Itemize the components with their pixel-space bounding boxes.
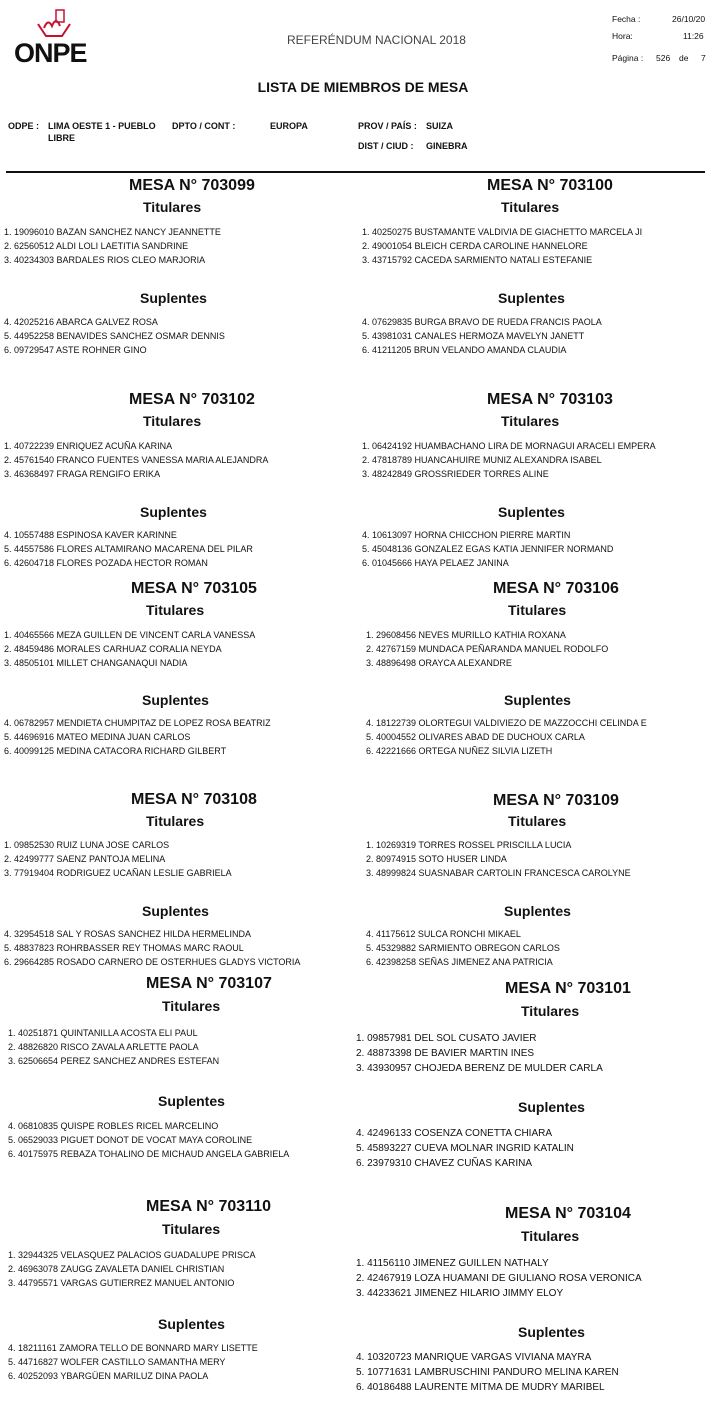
member-row: 6. 41211205 BRUN VELANDO AMANDA CLAUDIA	[362, 345, 567, 355]
hora-value: 11:26	[683, 31, 704, 41]
suplentes-heading: Suplentes	[140, 290, 207, 306]
odpe-label: ODPE :	[8, 121, 40, 131]
member-row: 4. 42025216 ABARCA GALVEZ ROSA	[4, 317, 158, 327]
member-row: 2. 47818789 HUANCAHUIRE MUNIZ ALEXANDRA ISABEL	[362, 455, 602, 465]
member-row: 5. 45048136 GONZALEZ EGAS KATIA JENNIFER NORMAND	[362, 544, 614, 554]
mesa-title: MESA N° 703105	[131, 580, 257, 597]
member-row: 3. 46368497 FRAGA RENGIFO ERIKA	[4, 469, 161, 479]
titulares-heading: Titulares	[146, 813, 205, 829]
mesa-title: MESA N° 703099	[129, 177, 255, 194]
titulares-heading: Titulares	[508, 602, 567, 618]
member-row: 6. 42221666 ORTEGA NUÑEZ SILVIA LIZETH	[366, 746, 553, 756]
fecha-value: 26/10/20	[672, 14, 706, 24]
member-row: 5. 44952258 BENAVIDES SANCHEZ OSMAR DENNIS	[4, 331, 225, 341]
member-row: 1. 06424192 HUAMBACHANO LIRA DE MORNAGUI ARACELI EMPERA	[362, 441, 656, 451]
member-row: 4. 32954518 SAL Y ROSAS SANCHEZ HILDA HERMELINDA	[4, 929, 251, 939]
member-row: 4. 07629835 BURGA BRAVO DE RUEDA FRANCIS PAOLA	[362, 317, 602, 327]
mesa-title: MESA N° 703100	[487, 177, 613, 194]
member-row: 3. 77919404 RODRIGUEZ UCAÑAN LESLIE GABRIELA	[4, 868, 232, 878]
member-row: 5. 48837823 ROHRBASSER REY THOMAS MARC RAOUL	[4, 943, 244, 953]
member-row: 6. 23979310 CHAVEZ CUÑAS KARINA	[356, 1158, 533, 1169]
member-row: 2. 42467919 LOZA HUAMANI DE GIULIANO ROSA VERONICA	[356, 1273, 642, 1284]
mesa-title: MESA N° 703107	[146, 975, 272, 992]
suplentes-heading: Suplentes	[498, 290, 565, 306]
member-row: 3. 48999824 SUASNABAR CARTOLIN FRANCESCA CAROLYNE	[366, 868, 631, 878]
prov-value: SUIZA	[426, 121, 453, 131]
suplentes-heading: Suplentes	[518, 1099, 585, 1115]
member-row: 2. 48826820 RISCO ZAVALA ARLETTE PAOLA	[8, 1042, 199, 1052]
member-row: 5. 45329882 SARMIENTO OBREGON CARLOS	[366, 943, 560, 953]
member-row: 3. 40234303 BARDALES RIOS CLEO MARJORIA	[4, 255, 206, 265]
member-row: 1. 40722239 ENRIQUEZ ACUÑA KARINA	[4, 441, 173, 451]
suplentes-heading: Suplentes	[504, 903, 571, 919]
member-row: 6. 40186488 LAURENTE MITMA DE MUDRY MARIBEL	[356, 1382, 605, 1393]
member-row: 6. 40175975 REBAZA TOHALINO DE MICHAUD ANGELA GABRIELA	[8, 1149, 290, 1159]
member-row: 4. 10557488 ESPINOSA KAVER KARINNE	[4, 530, 177, 540]
mesa-title: MESA N° 703106	[493, 580, 619, 597]
suplentes-heading: Suplentes	[140, 504, 207, 520]
pagina-label: Página :	[612, 53, 644, 63]
member-row: 4. 42496133 COSENZA CONETTA CHIARA	[356, 1128, 553, 1139]
member-row: 4. 10320723 MANRIQUE VARGAS VIVIANA MAYRA	[356, 1352, 592, 1363]
member-row: 5. 44557586 FLORES ALTAMIRANO MACARENA DEL PILAR	[4, 544, 253, 554]
titulares-heading: Titulares	[521, 1228, 580, 1244]
dist-label: DIST / CIUD :	[358, 141, 414, 151]
dist-value: GINEBRA	[426, 141, 468, 151]
mesa-title: MESA N° 703103	[487, 391, 613, 408]
hora-label: Hora:	[612, 31, 633, 41]
suplentes-heading: Suplentes	[142, 903, 209, 919]
member-row: 4. 06782957 MENDIETA CHUMPITAZ DE LOPEZ ROSA BEATRIZ	[4, 718, 271, 728]
member-row: 4. 18211161 ZAMORA TELLO DE BONNARD MARY LISETTE	[8, 1343, 258, 1353]
mesa-title: MESA N° 703108	[131, 791, 257, 808]
member-row: 1. 19096010 BAZAN SANCHEZ NANCY JEANNETTE	[4, 227, 221, 237]
titulares-heading: Titulares	[143, 413, 202, 429]
member-row: 2. 48459486 MORALES CARHUAZ CORALIA NEYDA	[4, 644, 222, 654]
mesa-title: MESA N° 703109	[493, 792, 619, 809]
suplentes-heading: Suplentes	[158, 1316, 225, 1332]
titulares-heading: Titulares	[162, 998, 221, 1014]
suplentes-heading: Suplentes	[498, 504, 565, 520]
member-row: 5. 44696916 MATEO MEDINA JUAN CARLOS	[4, 732, 191, 742]
member-row: 1. 40251871 QUINTANILLA ACOSTA ELI PAUL	[8, 1028, 198, 1038]
member-row: 1. 32944325 VELASQUEZ PALACIOS GUADALUPE PRISCA	[8, 1250, 256, 1260]
page-title: LISTA DE MIEMBROS DE MESA	[257, 79, 469, 95]
header-divider	[6, 171, 705, 173]
member-row: 4. 41175612 SULCA RONCHI MIKAEL	[366, 929, 521, 939]
member-row: 3. 48505101 MILLET CHANGANAQUI NADIA	[4, 658, 188, 668]
member-row: 1. 40250275 BUSTAMANTE VALDIVIA DE GIACHETTO MARCELA JI	[362, 227, 643, 237]
member-row: 6. 40252093 YBARGÜEN MARILUZ DINA PAOLA	[8, 1371, 209, 1381]
member-row: 6. 42604718 FLORES POZADA HECTOR ROMAN	[4, 558, 208, 568]
titulares-heading: Titulares	[162, 1221, 221, 1237]
prov-label: PROV / PAÍS :	[358, 121, 417, 131]
member-row: 2. 48873398 DE BAVIER MARTIN INES	[356, 1048, 535, 1059]
odpe-value-line1: LIMA OESTE 1 - PUEBLO	[48, 121, 156, 131]
titulares-heading: Titulares	[508, 813, 567, 829]
pagina-value: 526	[656, 53, 671, 63]
suplentes-heading: Suplentes	[142, 692, 209, 708]
member-row: 1. 40465566 MEZA GUILLEN DE VINCENT CARLA VANESSA	[4, 630, 256, 640]
member-row: 1. 10269319 TORRES ROSSEL PRISCILLA LUCIA	[366, 840, 572, 850]
mesa-title: MESA N° 703101	[505, 980, 631, 997]
suplentes-heading: Suplentes	[518, 1324, 585, 1340]
titulares-heading: Titulares	[501, 199, 560, 215]
member-row: 6. 29664285 ROSADO CARNERO DE OSTERHUES GLADYS VICTORIA	[4, 957, 301, 967]
member-row: 5. 10771631 LAMBRUSCHINI PANDURO MELINA KAREN	[356, 1367, 619, 1378]
fecha-label: Fecha :	[612, 14, 641, 24]
ballot-box-icon	[34, 10, 74, 38]
member-row: 3. 44795571 VARGAS GUTIERREZ MANUEL ANTONIO	[8, 1278, 235, 1288]
member-row: 6. 01045666 HAYA PELAEZ JANINA	[362, 558, 509, 568]
mesa-title: MESA N° 703102	[129, 391, 255, 408]
member-row: 4. 18122739 OLORTEGUI VALDIVIEZO DE MAZZOCCHI CELINDA E	[366, 718, 647, 728]
member-row: 6. 09729547 ASTE ROHNER GINO	[4, 345, 147, 355]
member-row: 3. 62506654 PEREZ SANCHEZ ANDRES ESTEFAN	[8, 1056, 220, 1066]
suplentes-heading: Suplentes	[158, 1093, 225, 1109]
titulares-heading: Titulares	[501, 413, 560, 429]
member-row: 5. 43981031 CANALES HERMOZA MAVELYN JANETT	[362, 331, 585, 341]
dpto-label: DPTO / CONT :	[172, 121, 236, 131]
member-row: 1. 09852530 RUIZ LUNA JOSE CARLOS	[4, 840, 170, 850]
dpto-value: EUROPA	[270, 121, 308, 131]
document-title: REFERÉNDUM NACIONAL 2018	[287, 33, 466, 47]
titulares-heading: Titulares	[521, 1003, 580, 1019]
member-row: 2. 80974915 SOTO HUSER LINDA	[366, 854, 507, 864]
member-row: 3. 43930957 CHOJEDA BERENZ DE MULDER CARLA	[356, 1063, 603, 1074]
odpe-value-line2: LIBRE	[48, 133, 75, 143]
mesa-title: MESA N° 703110	[146, 1198, 271, 1215]
member-row: 2. 46963078 ZAUGG ZAVALETA DANIEL CHRISTIAN	[8, 1264, 225, 1274]
member-row: 4. 06810835 QUISPE ROBLES RICEL MARCELINO	[8, 1121, 219, 1131]
pagina-total: 7	[701, 53, 706, 63]
titulares-heading: Titulares	[146, 602, 205, 618]
onpe-logo	[14, 10, 88, 70]
pagina-de: de	[679, 53, 689, 63]
member-row: 1. 09857981 DEL SOL CUSATO JAVIER	[356, 1033, 537, 1044]
member-row: 1. 29608456 NEVES MURILLO KATHIA ROXANA	[366, 630, 566, 640]
member-row: 3. 48896498 ORAYCA ALEXANDRE	[366, 658, 512, 668]
member-row: 4. 10613097 HORNA CHICCHON PIERRE MARTIN	[362, 530, 571, 540]
member-row: 3. 43715792 CACEDA SARMIENTO NATALI ESTEFANIE	[362, 255, 593, 265]
titulares-heading: Titulares	[143, 199, 202, 215]
member-row: 2. 49001054 BLEICH CERDA CAROLINE HANNELORE	[362, 241, 588, 251]
member-row: 2. 45761540 FRANCO FUENTES VANESSA MARIA ALEJANDRA	[4, 455, 269, 465]
member-row: 2. 42767159 MUNDACA PEÑARANDA MANUEL RODOLFO	[366, 644, 609, 654]
mesa-title: MESA N° 703104	[505, 1205, 631, 1222]
member-row: 5. 44716827 WOLFER CASTILLO SAMANTHA MERY	[8, 1357, 226, 1367]
member-row: 6. 42398258 SEÑAS JIMENEZ ANA PATRICIA	[366, 957, 553, 967]
member-row: 5. 45893227 CUEVA MOLNAR INGRID KATALIN	[356, 1143, 574, 1154]
suplentes-heading: Suplentes	[504, 692, 571, 708]
member-row: 2. 62560512 ALDI LOLI LAETITIA SANDRINE	[4, 241, 189, 251]
logo-text: ONPE	[14, 38, 87, 68]
member-row: 1. 41156110 JIMENEZ GUILLEN NATHALY	[356, 1258, 549, 1269]
member-row: 6. 40099125 MEDINA CATACORA RICHARD GILBERT	[4, 746, 227, 756]
member-row: 2. 42499777 SAENZ PANTOJA MELINA	[4, 854, 166, 864]
member-row: 5. 40004552 OLIVARES ABAD DE DUCHOUX CARLA	[366, 732, 585, 742]
member-row: 3. 48242849 GROSSRIEDER TORRES ALINE	[362, 469, 549, 479]
member-row: 3. 44233621 JIMENEZ HILARIO JIMMY ELOY	[356, 1288, 564, 1299]
member-row: 5. 06529033 PIGUET DONOT DE VOCAT MAYA COROLINE	[8, 1135, 253, 1145]
